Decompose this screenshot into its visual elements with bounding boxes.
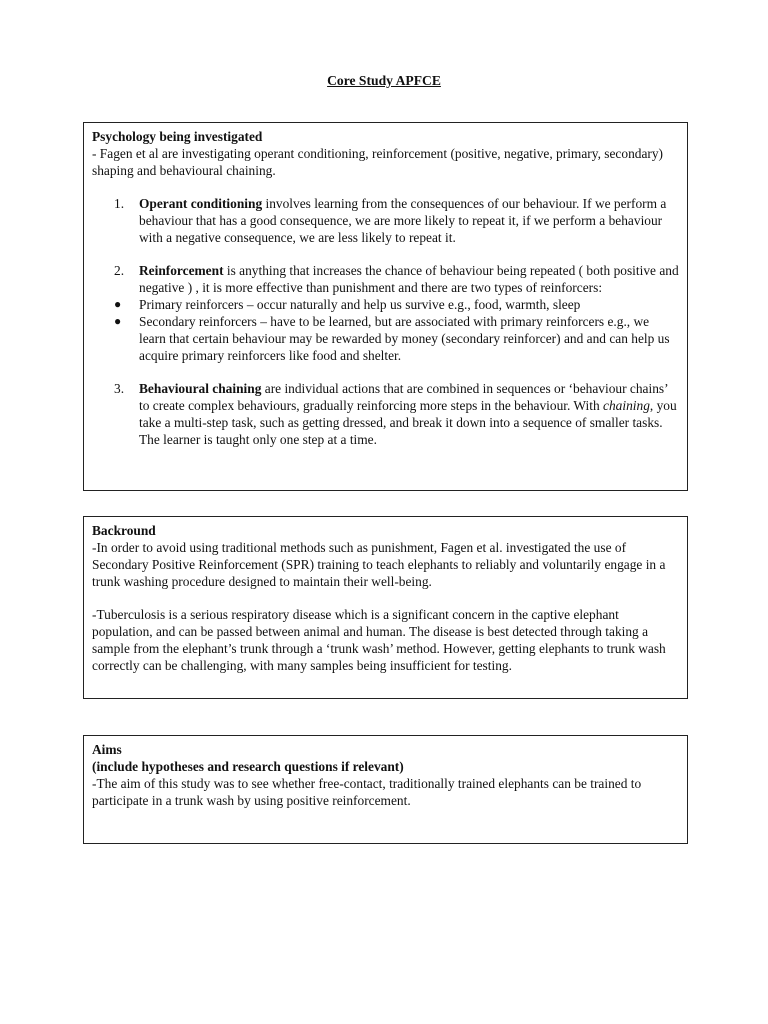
bullet-icon: ●	[114, 297, 122, 311]
operant-conditioning-text: involves learning from the consequences of our behaviour. If we perform a behaviour that has a good consequence, we are more likely to repeat it, if we perform a behaviour with a negative consequence, we are less likely to repeat it.	[139, 196, 667, 245]
operant-conditioning-item	[92, 195, 679, 246]
reinforcement-item	[92, 262, 679, 296]
behavioural-chaining-item	[92, 380, 679, 448]
behavioural-chaining-text-a: are individual actions that are combined in sequences or ‘behaviour chains’ to create complex behaviours, gradually reinforcing more steps in the behaviour. With	[139, 381, 668, 413]
background-section	[83, 516, 688, 699]
psychology-section	[83, 122, 688, 491]
bullet-text: Secondary reinforcers – have to be learned, but are associated with primary reinforcers e.g., we learn that certain behaviour may be rewarded by money (secondary reinforcer) and and can help us acquire primary reinforcers like food and shelter.	[139, 314, 670, 363]
reinforcement-text: is anything that increases the chance of behaviour being repeated ( both positive and negative ) , it is more effective than punishment and there are two types of reinforcers:	[139, 263, 679, 295]
bullet-primary-reinforcers	[92, 296, 679, 313]
aims-subheading: (include hypotheses and research questions if relevant)	[92, 759, 404, 774]
behavioural-chaining-text-b: , you take a multi-step task, such as getting dressed, and break it down into a sequence of smaller tasks. The learner is taught only one step at a time.	[139, 398, 677, 447]
reinforcement-term: Reinforcement	[139, 263, 224, 278]
aims-section	[83, 735, 688, 844]
aims-heading: Aims	[92, 742, 122, 757]
chaining-italic: chaining	[603, 398, 650, 413]
psychology-heading: Psychology being investigated	[92, 129, 263, 144]
bullet-secondary-reinforcers	[92, 313, 679, 364]
item-number: 1.	[114, 196, 125, 211]
bullet-text: Primary reinforcers – occur naturally and help us survive e.g., food, warmth, sleep	[139, 297, 581, 312]
operant-conditioning-term: Operant conditioning	[139, 196, 263, 211]
background-paragraph-1: -In order to avoid using traditional methods such as punishment, Fagen et al. investigated the use of Secondary Positive Reinforcement (SPR) training to teach elephants to reliably and voluntarily engage in a trunk washing procedure designed to maintain their well-being.	[92, 540, 666, 589]
behavioural-chaining-term: Behavioural chaining	[139, 381, 262, 396]
item-number: 3.	[114, 381, 125, 396]
background-paragraph-2: -Tuberculosis is a serious respiratory disease which is a significant concern in the captive elephant population, and can be passed between animal and human. The disease is best detected through taking a sample from the elephant’s trunk through a ‘trunk wash’ method. However, getting elephants to trunk wash correctly can be challenging, with many samples being insufficient for testing.	[92, 607, 666, 673]
psychology-intro: - Fagen et al are investigating operant conditioning, reinforcement (positive, negative, primary, secondary) shaping and behavioural chaining.	[92, 146, 664, 178]
background-heading: Backround	[92, 523, 156, 538]
document-title: Core Study APFCE	[327, 73, 441, 88]
item-number: 2.	[114, 263, 125, 278]
aims-text: -The aim of this study was to see whether free-contact, traditionally trained elephants can be trained to participate in a trunk wash by using positive reinforcement.	[92, 776, 642, 808]
bullet-icon: ●	[114, 314, 122, 328]
